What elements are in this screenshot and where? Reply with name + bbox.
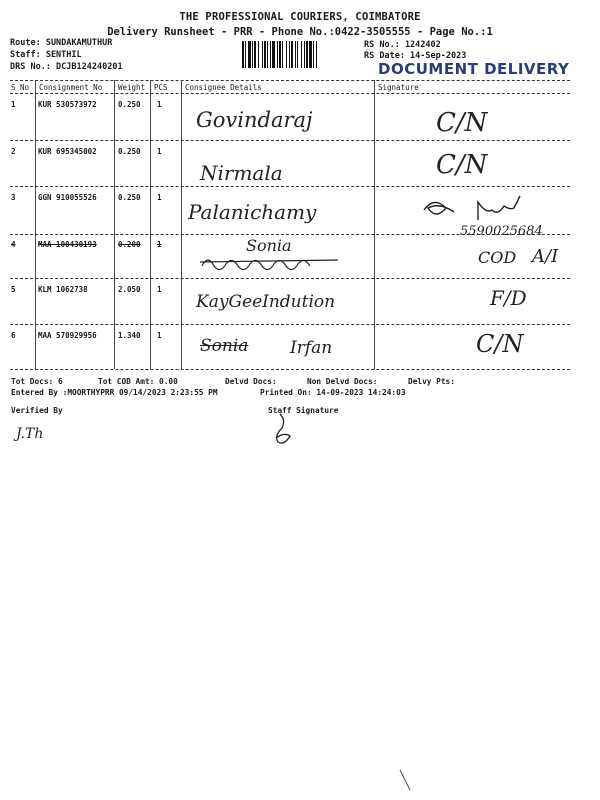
row-pcs: 1 bbox=[157, 331, 162, 340]
delivered-docs: Delvd Docs: bbox=[225, 377, 277, 386]
row-weight: 1.340 bbox=[118, 331, 141, 340]
row-sno: 3 bbox=[11, 193, 16, 202]
row-consignment: MAA 100430193 bbox=[38, 240, 97, 249]
drs-label: DRS No.: DCJB124240201 bbox=[10, 62, 123, 72]
row-consignment: MAA 570929956 bbox=[38, 331, 97, 340]
staff-label: Staff: SENTHIL bbox=[10, 50, 82, 60]
row-consignment: GGN 910055526 bbox=[38, 193, 97, 202]
signature-handwriting: F/D bbox=[490, 286, 527, 310]
row-sno: 6 bbox=[11, 331, 16, 340]
col-divider bbox=[114, 80, 115, 369]
column-header-weight: Weight bbox=[118, 83, 146, 92]
company-name: THE PROFESSIONAL COURIERS, COIMBATORE bbox=[179, 11, 421, 23]
staff-signature-label: Staff Signature bbox=[268, 406, 339, 415]
row-consignment: KUR 530573972 bbox=[38, 100, 97, 109]
delivery-points: Delvy Pts: bbox=[408, 377, 455, 386]
row-pcs: 1 bbox=[157, 193, 162, 202]
runsheet-title: Delivery Runsheet - PRR - Phone No.:0422-3505555 - Page No.:1 bbox=[107, 26, 493, 38]
struck-consignee-handwriting: Sonia bbox=[200, 336, 249, 356]
document-delivery-heading: DOCUMENT DELIVERY bbox=[378, 60, 570, 78]
signature-handwriting: C/N bbox=[436, 150, 488, 180]
row-sno: 1 bbox=[11, 100, 16, 109]
col-divider bbox=[35, 80, 36, 369]
barcode-image bbox=[242, 41, 355, 68]
row-divider bbox=[10, 324, 570, 325]
route-label: Route: SUNDAKAMUTHUR bbox=[10, 38, 113, 48]
consignee-handwriting: Palanichamy bbox=[188, 200, 317, 224]
signature-cod-handwriting: COD bbox=[478, 248, 517, 267]
row-weight: 0.200 bbox=[118, 240, 141, 249]
non-delivered-docs: Non Delvd Docs: bbox=[307, 377, 378, 386]
column-header-signature: Signature bbox=[378, 83, 419, 92]
signature-handwriting: C/N bbox=[436, 108, 488, 138]
row-weight: 0.250 bbox=[118, 147, 141, 156]
column-header-sno: S No bbox=[11, 83, 30, 92]
row-consignment: KUR 695345002 bbox=[38, 147, 97, 156]
row-pcs: 1 bbox=[157, 147, 162, 156]
rs-number: RS No.: 1242402 bbox=[364, 40, 441, 50]
verified-initials: J.Th bbox=[16, 426, 44, 442]
staff-signature-mark bbox=[270, 412, 300, 444]
row-weight: 0.250 bbox=[118, 100, 141, 109]
consignee-handwriting: Sonia bbox=[246, 236, 292, 255]
consignee-handwriting: KayGeeIndution bbox=[196, 292, 336, 312]
col-divider bbox=[374, 80, 375, 369]
stray-pen-mark bbox=[398, 768, 418, 794]
consignee-handwriting: Irfan bbox=[290, 338, 333, 358]
row-weight: 2.050 bbox=[118, 285, 141, 294]
consignee-handwriting: Govindaraj bbox=[196, 108, 313, 132]
column-header-consignee: Consignee Details bbox=[185, 83, 262, 92]
consignee-handwriting: Nirmala bbox=[200, 161, 283, 185]
row-pcs: 1 bbox=[157, 285, 162, 294]
row-pcs: 1 bbox=[157, 240, 162, 249]
column-header-pcs: PCS bbox=[154, 83, 168, 92]
row-sno: 2 bbox=[11, 147, 16, 156]
signature-handwriting: C/N bbox=[476, 330, 524, 358]
row-divider bbox=[10, 186, 570, 187]
signature-handwriting: A/I bbox=[532, 246, 559, 267]
verified-by-label: Verified By bbox=[11, 406, 63, 415]
row-sno: 5 bbox=[11, 285, 16, 294]
rs-date: RS Date: 14-Sep-2023 bbox=[364, 51, 467, 61]
table-bottom-border bbox=[10, 369, 570, 370]
header-bottom-border bbox=[10, 93, 570, 94]
signature-phone-number: 5590025684 bbox=[460, 224, 543, 239]
row-divider bbox=[10, 234, 570, 235]
column-header-consignment: Consignment No bbox=[39, 83, 103, 92]
row-sno: 4 bbox=[11, 240, 16, 249]
entered-by: Entered By :MOORTHYPRR 09/14/2023 2:23:55 PM bbox=[11, 388, 218, 397]
col-divider bbox=[181, 80, 182, 369]
col-divider bbox=[150, 80, 151, 369]
row-divider bbox=[10, 140, 570, 141]
total-cod-amount: Tot COD Amt: 0.00 bbox=[98, 377, 178, 386]
row-pcs: 1 bbox=[157, 100, 162, 109]
total-docs: Tot Docs: 6 bbox=[11, 377, 63, 386]
table-top-border bbox=[10, 80, 570, 81]
row-divider bbox=[10, 278, 570, 279]
struck-out-scribble bbox=[198, 252, 338, 274]
printed-on: Printed On: 14-09-2023 14:24:03 bbox=[260, 388, 406, 397]
row-weight: 0.250 bbox=[118, 193, 141, 202]
row-consignment: KLM 1062738 bbox=[38, 285, 88, 294]
